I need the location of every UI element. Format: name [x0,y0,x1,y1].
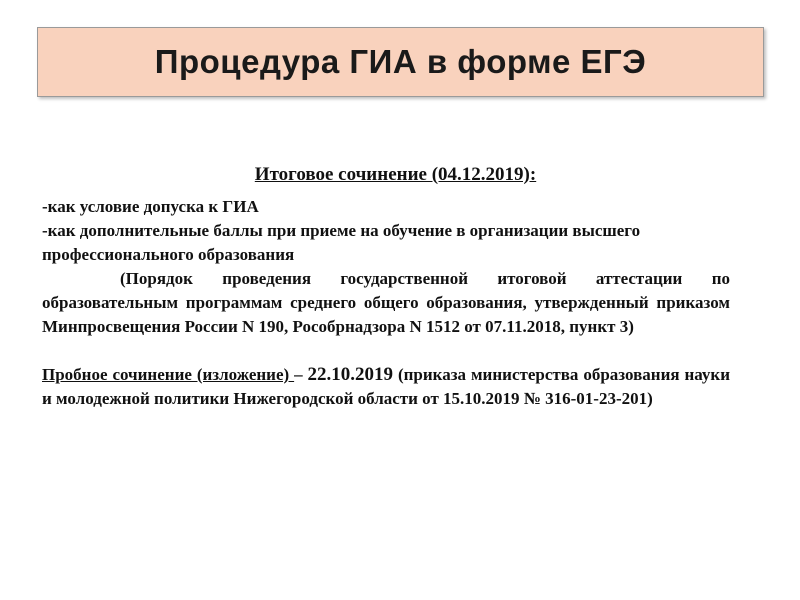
bullet-extra-points: -как дополнительные баллы при приеме на обучение в организации высшего профессионального образования [42,221,641,264]
trial-essay-label: Пробное сочинение (изложение) [42,365,295,384]
slide-body [42,162,730,411]
trial-dash: – [294,365,308,384]
spacer [42,339,730,363]
order-note: (Порядок проведения государственной итоговой аттестации по образовательным программам среднего общего образования, утвержденный приказом Минпросвещения России N 190, Рособрнадзора N 1512 от 07.11.2018, пункт 3) [42,269,730,336]
bullet-admission: -как условие допуска к ГИА [42,197,259,216]
slide-title: Процедура ГИА в форме ЕГЭ [154,43,647,80]
essay-heading [61,162,730,188]
essay-heading-text: Итоговое сочинение (04.12.2019): [254,164,537,185]
title-banner [37,27,764,97]
trial-date: 22.10.2019 [307,364,394,385]
trial-essay-paragraph [42,363,730,411]
trial-order: (приказа министерства образования науки и молодежной политики Нижегородской области от 15.10.2019 № 316-01-23-201) [42,365,731,408]
